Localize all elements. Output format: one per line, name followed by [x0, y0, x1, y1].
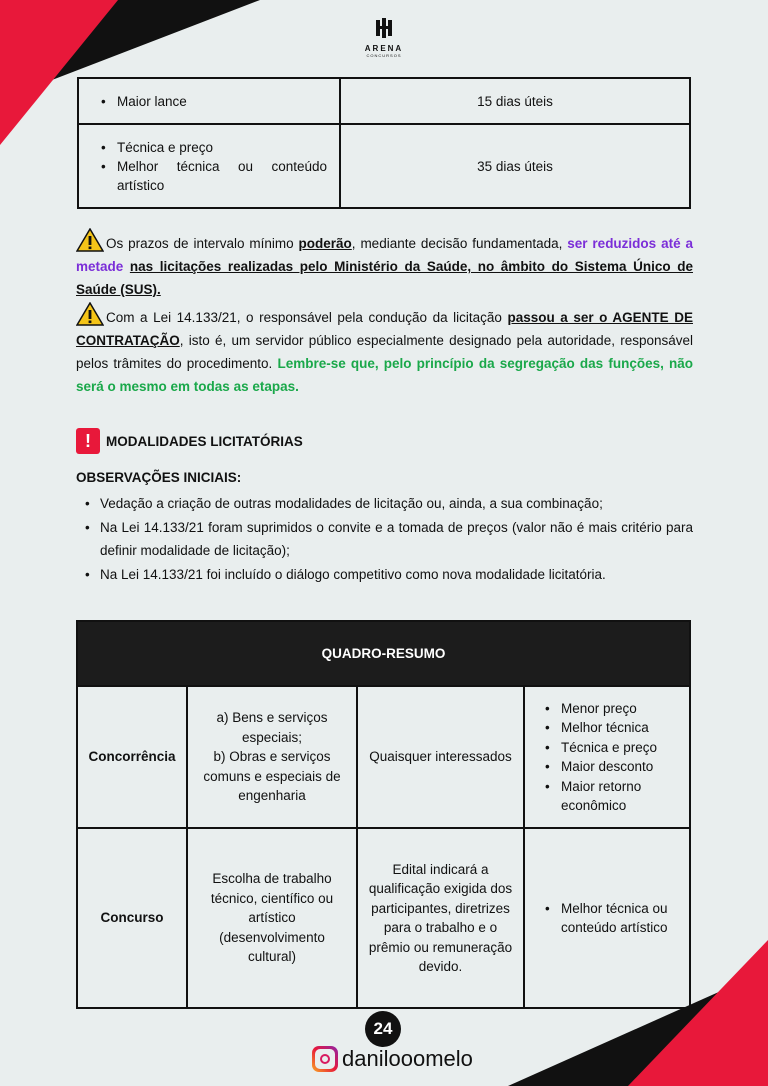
object-line: comuns e especiais de [203, 768, 341, 784]
object-line: (desenvolvimento [219, 929, 325, 945]
list-item: • Melhor técnica [535, 718, 681, 738]
warning-note-deadlines [76, 228, 693, 301]
summary-table [76, 620, 691, 1009]
exclamation-icon: ! [76, 428, 100, 454]
warning-note-agent [76, 302, 693, 398]
warning-text: , isto é, um servidor público especialmente designado pela autoridade, responsável pelos trâmites do procedimento. [76, 333, 693, 371]
list-item: • Maior retorno econômico [535, 777, 681, 816]
criteria-cell [78, 78, 340, 124]
table-row [77, 828, 690, 1008]
list-item: • Maior desconto [535, 757, 681, 777]
table-title: QUADRO-RESUMO [77, 621, 690, 686]
list-item: • Melhor técnica ou conteúdo artístico [535, 899, 681, 938]
list-item: • Menor preço [535, 699, 681, 719]
warning-emphasis: poderão [298, 236, 352, 251]
table-row [77, 686, 690, 828]
section-heading [76, 428, 303, 454]
criteria-cell [524, 686, 690, 828]
instagram-handle[interactable] [312, 1046, 473, 1072]
object-line: a) Bens e serviços [216, 710, 328, 726]
list-item: • Melhor técnica ou conteúdo artístico [89, 157, 327, 195]
warning-icon [76, 228, 104, 252]
page-number: 24 [365, 1011, 401, 1047]
list-item: • Técnica e preço [535, 738, 681, 758]
warning-text: Com a Lei 14.133/21, o responsável pela condução da licitação [106, 310, 508, 325]
instagram-handle-text: danilooomelo [342, 1046, 473, 1071]
section-title: MODALIDADES LICITATÓRIAS [106, 433, 303, 449]
warning-emphasis: nas licitações realizadas pelo Ministério da Saúde, no âmbito do Sistema Único de Saúde (SUS). [76, 259, 693, 297]
table-header-row [77, 621, 690, 686]
logo-brand-text: ARENA [364, 44, 404, 53]
warning-text: , mediante decisão fundamentada, [351, 236, 568, 251]
object-cell [187, 686, 357, 828]
warning-highlight: Lembre-se que, pelo princípio da segregação das funções, não será o mesmo em todas as etapas. [76, 356, 693, 394]
object-line: b) Obras e serviços [213, 749, 331, 765]
list-item: • Técnica e preço [89, 138, 327, 157]
arena-logo-mark [375, 18, 393, 38]
modality-name: Concurso [77, 828, 187, 1008]
list-item: • Vedação a criação de outras modalidades de licitação ou, ainda, a sua combinação; [76, 492, 693, 516]
list-item: • Na Lei 14.133/21 foi incluído o diálogo competitivo como nova modalidade licitatória. [76, 563, 693, 587]
list-item: • Maior lance [89, 92, 327, 111]
arena-logo [354, 18, 414, 58]
modality-name: Concorrência [77, 686, 187, 828]
warning-highlight: ser reduzidos até a metade [76, 236, 693, 274]
warning-text [123, 259, 130, 274]
deadlines-table [77, 77, 691, 209]
list-item: • Na Lei 14.133/21 foram suprimidos o convite e a tomada de preços (valor não é mais critério para definir modalidade de licitação); [76, 516, 693, 563]
object-line: técnico, científico ou [210, 890, 334, 906]
participants-cell: Edital indicará a qualificação exigida dos participantes, diretrizes para o trabalho e o prêmio ou remuneração devido. [357, 828, 524, 1008]
object-line: artístico [248, 910, 296, 926]
criteria-cell [524, 828, 690, 1008]
deadline-cell: 15 dias úteis [340, 78, 690, 124]
table-row [78, 78, 690, 124]
criteria-cell [78, 124, 340, 208]
observations-list [76, 492, 693, 586]
object-line: cultural) [247, 949, 296, 965]
logo-sub-text: CONCURSOS [366, 53, 402, 58]
warning-emphasis: passou a ser o AGENTE DE CONTRATAÇÃO [76, 310, 693, 348]
instagram-icon [312, 1046, 338, 1072]
deadline-cell: 35 dias úteis [340, 124, 690, 208]
object-line: Escolha de trabalho [212, 871, 332, 887]
object-cell [187, 828, 357, 1008]
object-line: engenharia [238, 788, 306, 804]
warning-text: Os prazos de intervalo mínimo [106, 236, 299, 251]
object-line: especiais; [241, 729, 303, 745]
table-row [78, 124, 690, 208]
warning-icon [76, 302, 104, 326]
participants-cell: Quaisquer interessados [357, 686, 524, 828]
observations-title: OBSERVAÇÕES INICIAIS: [76, 470, 242, 485]
